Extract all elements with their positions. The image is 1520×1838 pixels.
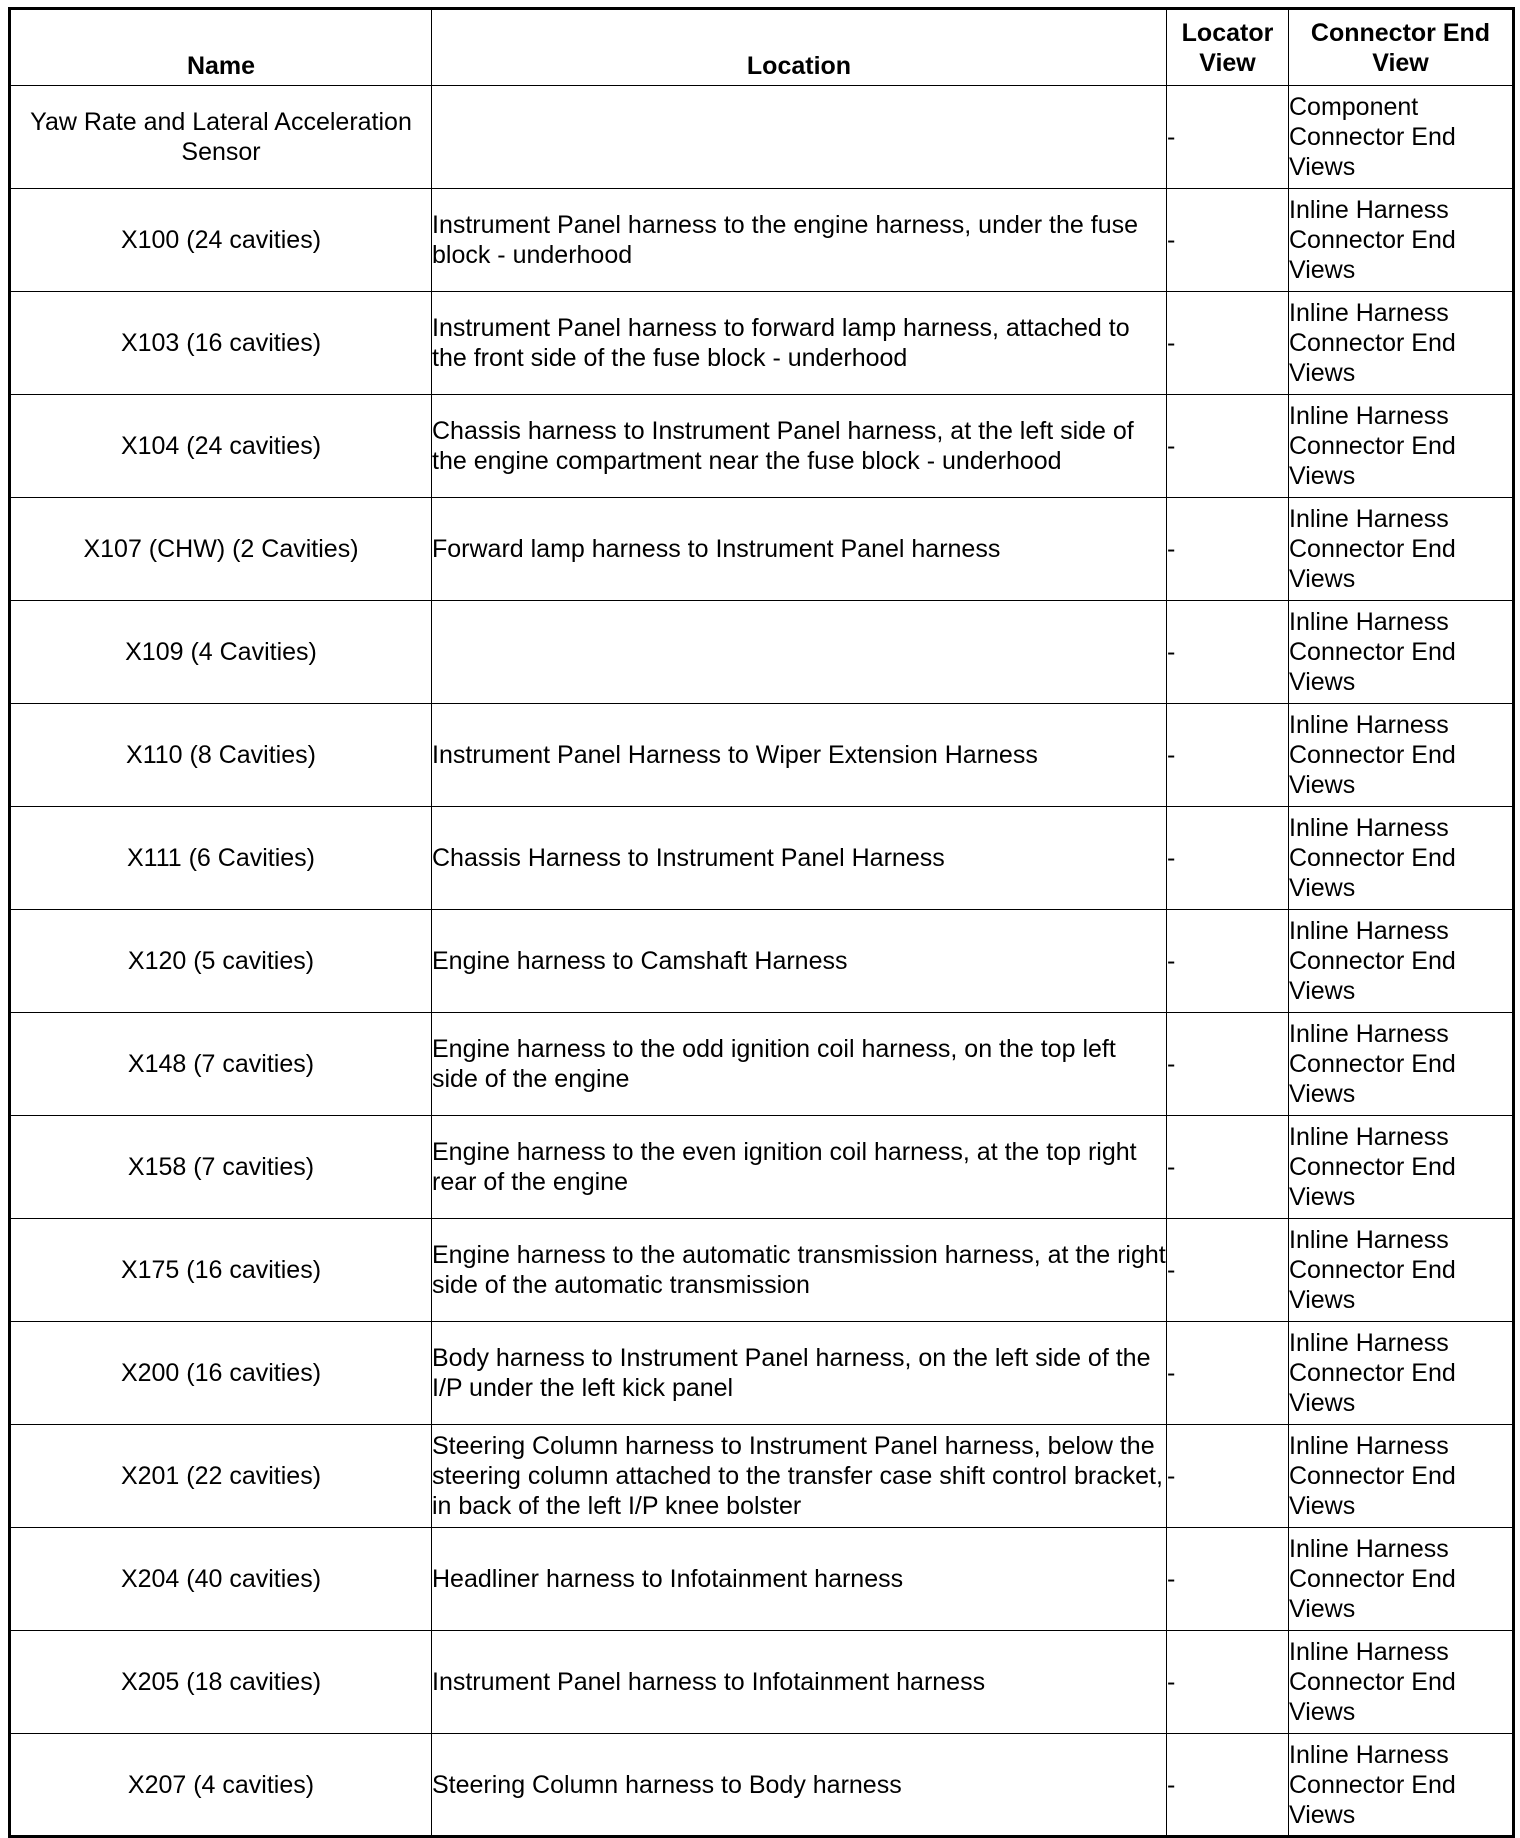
location-cell: Headliner harness to Infotainment harness (432, 1528, 1167, 1631)
locator-view-cell: - (1167, 704, 1289, 807)
table-row (10, 1219, 1514, 1322)
table-row (10, 807, 1514, 910)
connector-name-cell: X201 (22 cavities) (10, 1425, 432, 1528)
table-row (10, 1116, 1514, 1219)
locator-view-cell: - (1167, 1734, 1289, 1837)
connector-name-cell: X158 (7 cavities) (10, 1116, 432, 1219)
table-row (10, 86, 1514, 189)
connector-name-cell: X204 (40 cavities) (10, 1528, 432, 1631)
connector-name-cell: X111 (6 Cavities) (10, 807, 432, 910)
connector-name-cell: X110 (8 Cavities) (10, 704, 432, 807)
connector-end-view-cell: Inline Harness Connector End Views (1289, 1528, 1514, 1631)
locator-view-cell: - (1167, 292, 1289, 395)
table-row (10, 498, 1514, 601)
location-cell: Steering Column harness to Body harness (432, 1734, 1167, 1837)
locator-view-cell: - (1167, 601, 1289, 704)
table-body (10, 86, 1514, 1837)
connector-name-cell: X104 (24 cavities) (10, 395, 432, 498)
connector-name-cell: X175 (16 cavities) (10, 1219, 432, 1322)
header-location: Location (432, 9, 1167, 86)
locator-view-cell: - (1167, 1631, 1289, 1734)
connector-end-view-cell: Inline Harness Connector End Views (1289, 395, 1514, 498)
table-row (10, 601, 1514, 704)
locator-view-cell: - (1167, 86, 1289, 189)
locator-view-cell: - (1167, 807, 1289, 910)
table-row (10, 1322, 1514, 1425)
locator-view-cell: - (1167, 1116, 1289, 1219)
locator-view-cell: - (1167, 189, 1289, 292)
table-row (10, 1013, 1514, 1116)
locator-view-cell: - (1167, 1219, 1289, 1322)
connector-end-view-cell: Inline Harness Connector End Views (1289, 292, 1514, 395)
locator-view-cell: - (1167, 1425, 1289, 1528)
connector-name-cell: X107 (CHW) (2 Cavities) (10, 498, 432, 601)
location-cell: Instrument Panel harness to the engine harness, under the fuse block - underhood (432, 189, 1167, 292)
table-row (10, 1631, 1514, 1734)
table-row (10, 292, 1514, 395)
connector-table (8, 7, 1515, 1838)
location-cell: Engine harness to the automatic transmission harness, at the right side of the automatic transmission (432, 1219, 1167, 1322)
locator-view-cell: - (1167, 1322, 1289, 1425)
locator-view-cell: - (1167, 910, 1289, 1013)
location-cell: Instrument Panel harness to Infotainment harness (432, 1631, 1167, 1734)
header-row (10, 9, 1514, 86)
locator-view-cell: - (1167, 1013, 1289, 1116)
connector-end-view-cell: Inline Harness Connector End Views (1289, 910, 1514, 1013)
table-row (10, 704, 1514, 807)
location-cell: Chassis harness to Instrument Panel harness, at the left side of the engine compartment near the fuse block - underhood (432, 395, 1167, 498)
location-cell: Engine harness to the even ignition coil harness, at the top right rear of the engine (432, 1116, 1167, 1219)
table-row (10, 1425, 1514, 1528)
connector-end-view-cell: Inline Harness Connector End Views (1289, 498, 1514, 601)
header-name: Name (10, 9, 432, 86)
connector-end-view-cell: Inline Harness Connector End Views (1289, 601, 1514, 704)
locator-view-cell: - (1167, 395, 1289, 498)
table-row (10, 189, 1514, 292)
table-row (10, 1734, 1514, 1837)
connector-end-view-cell: Inline Harness Connector End Views (1289, 1322, 1514, 1425)
locator-view-cell: - (1167, 1528, 1289, 1631)
location-cell: Chassis Harness to Instrument Panel Harness (432, 807, 1167, 910)
connector-name-cell: X205 (18 cavities) (10, 1631, 432, 1734)
table-row (10, 910, 1514, 1013)
location-cell: Body harness to Instrument Panel harness, on the left side of the I/P under the left kick panel (432, 1322, 1167, 1425)
connector-name-cell: X120 (5 cavities) (10, 910, 432, 1013)
connector-end-view-cell: Inline Harness Connector End Views (1289, 1116, 1514, 1219)
header-connector-end-view: Connector End View (1289, 9, 1514, 86)
location-cell (432, 86, 1167, 189)
connector-end-view-cell: Inline Harness Connector End Views (1289, 1219, 1514, 1322)
location-cell: Engine harness to the odd ignition coil harness, on the top left side of the engine (432, 1013, 1167, 1116)
location-cell: Instrument Panel harness to forward lamp harness, attached to the front side of the fuse block - underhood (432, 292, 1167, 395)
locator-view-cell: - (1167, 498, 1289, 601)
header-locator-view: Locator View (1167, 9, 1289, 86)
connector-name-cell: X109 (4 Cavities) (10, 601, 432, 704)
location-cell: Steering Column harness to Instrument Panel harness, below the steering column attached to the transfer case shift control bracket, in back of the left I/P knee bolster (432, 1425, 1167, 1528)
location-cell: Engine harness to Camshaft Harness (432, 910, 1167, 1013)
connector-end-view-cell: Inline Harness Connector End Views (1289, 1631, 1514, 1734)
location-cell: Forward lamp harness to Instrument Panel harness (432, 498, 1167, 601)
connector-name-cell: Yaw Rate and Lateral Acceleration Sensor (10, 86, 432, 189)
connector-end-view-cell: Inline Harness Connector End Views (1289, 189, 1514, 292)
connector-name-cell: X148 (7 cavities) (10, 1013, 432, 1116)
connector-end-view-cell: Inline Harness Connector End Views (1289, 1013, 1514, 1116)
table-row (10, 395, 1514, 498)
connector-end-view-cell: Inline Harness Connector End Views (1289, 807, 1514, 910)
connector-name-cell: X100 (24 cavities) (10, 189, 432, 292)
connector-end-view-cell: Inline Harness Connector End Views (1289, 1425, 1514, 1528)
connector-end-view-cell: Inline Harness Connector End Views (1289, 704, 1514, 807)
connector-name-cell: X103 (16 cavities) (10, 292, 432, 395)
connector-name-cell: X207 (4 cavities) (10, 1734, 432, 1837)
connector-end-view-cell: Component Connector End Views (1289, 86, 1514, 189)
location-cell (432, 601, 1167, 704)
table-row (10, 1528, 1514, 1631)
connector-end-view-cell: Inline Harness Connector End Views (1289, 1734, 1514, 1837)
connector-name-cell: X200 (16 cavities) (10, 1322, 432, 1425)
location-cell: Instrument Panel Harness to Wiper Extension Harness (432, 704, 1167, 807)
